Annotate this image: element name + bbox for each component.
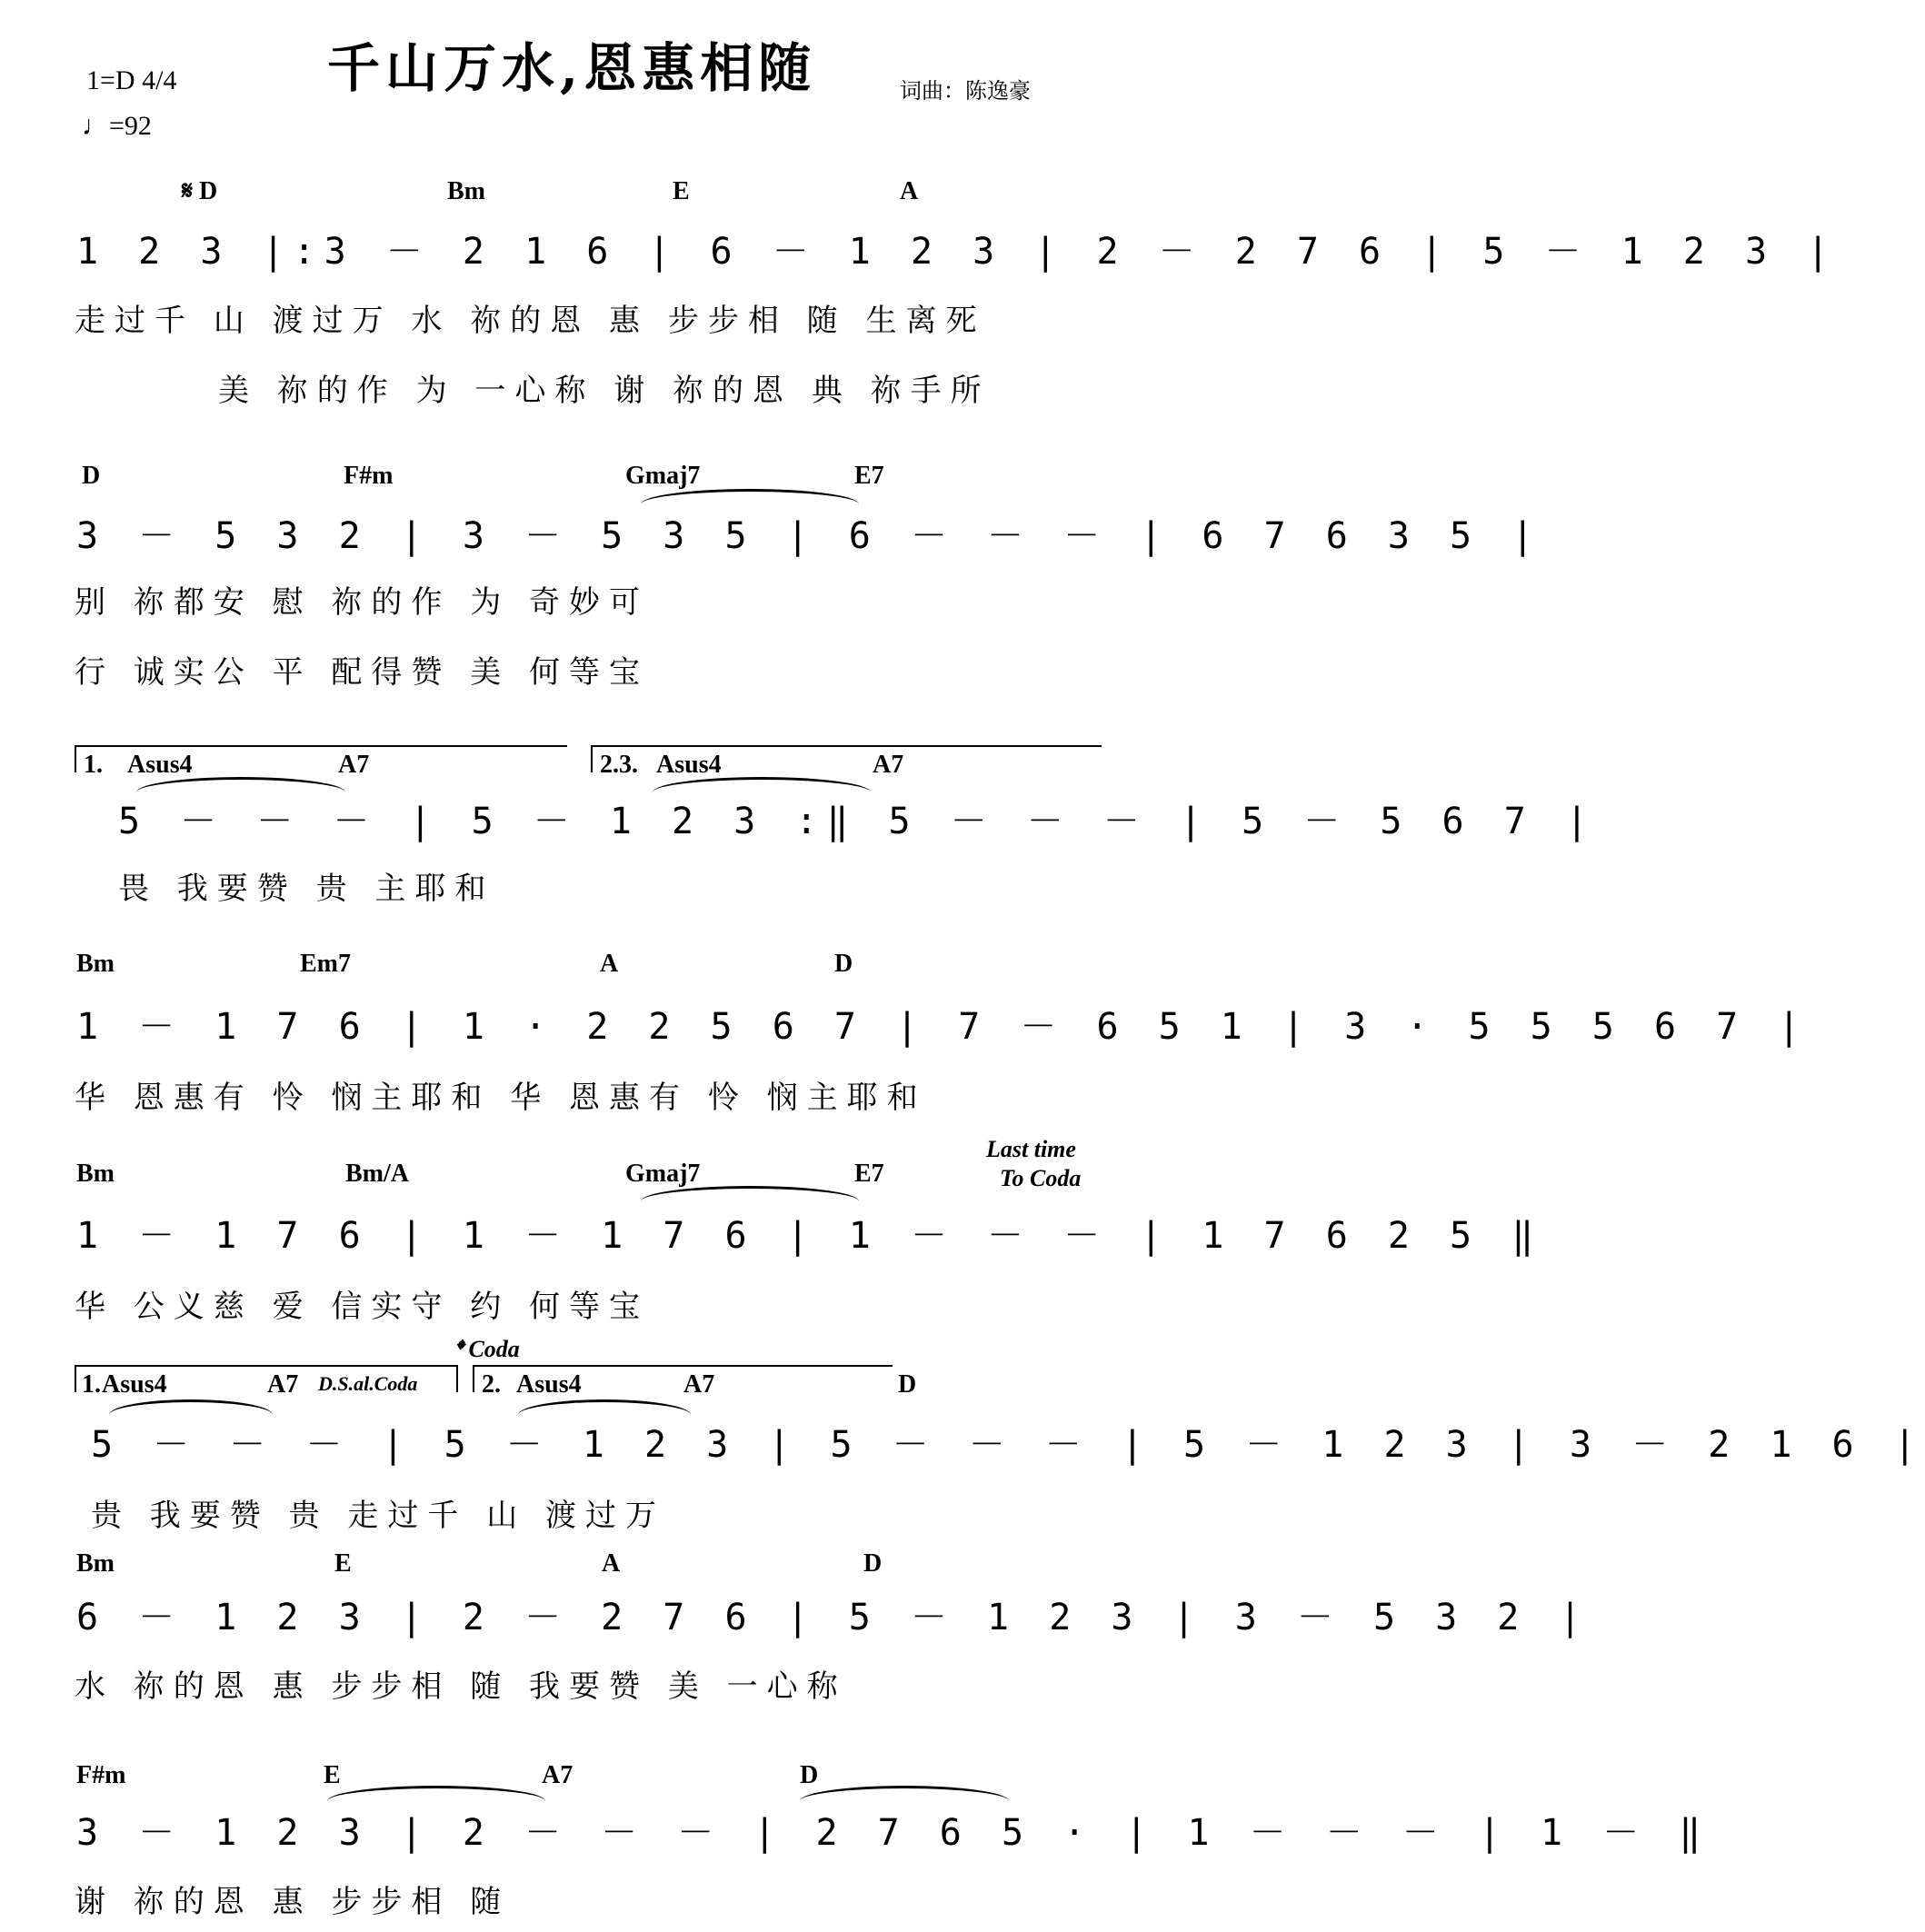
- chord-label: A7: [873, 751, 904, 779]
- chord-label: F#m: [76, 1761, 126, 1789]
- last-time-mark: Last time: [986, 1136, 1076, 1162]
- notation-line: 5 － － － | 5 － 1 2 3 | 5 － － － | 5 － 1 2 3 | 3 － 2 1 6 |: [91, 1424, 1925, 1466]
- ending-number: 2.: [482, 1370, 501, 1399]
- notation-line: 1 － 1 7 6 | 1 · 2 2 5 6 7 | 7 － 6 5 1 | 3 · 5 5 5 6 7 |: [76, 1006, 1810, 1048]
- key-signature: 1=D 4/4: [86, 65, 177, 95]
- chord-label: A: [900, 177, 919, 205]
- chord-label: Bm: [76, 1549, 115, 1578]
- song-title: 千山万水,恩惠相随: [327, 37, 817, 99]
- tie-slur: [327, 1786, 545, 1801]
- chord-label: D: [800, 1761, 819, 1789]
- chord-label: D: [834, 950, 853, 978]
- notation-line: 1 2 3 |:3 － 2 1 6 | 6 － 1 2 3 | 2 － 2 7 6 | 5 － 1 2 3 |: [76, 231, 1839, 273]
- tie-slur: [641, 489, 859, 504]
- chord-label: Bm: [76, 1160, 115, 1188]
- lyric-line-1: 畏 我要赞 贵 主耶和: [118, 871, 495, 907]
- chord-label: E7: [854, 462, 884, 490]
- lyric-line-1: 华 公义慈 爱 信实守 约 何等宝: [75, 1289, 650, 1325]
- tempo-marking: ♩=92: [82, 111, 152, 141]
- lyric-line-1: 水 祢的恩 惠 步步相 随 我要赞 美 一心称: [75, 1668, 847, 1705]
- chord-label: A: [600, 950, 619, 978]
- chord-label: Bm: [76, 950, 115, 978]
- chord-label: A7: [267, 1370, 299, 1399]
- tie-slur: [518, 1399, 691, 1415]
- chord-label: Em7: [300, 950, 351, 978]
- chord-label: Bm/A: [345, 1160, 409, 1188]
- lyric-line-1: 贵 我要赞 贵 走过千 山 渡过万: [91, 1498, 666, 1534]
- notation-line: 5 － － － | 5 － 1 2 3 :‖ 5 － － － | 5 － 5 6 7 |: [118, 801, 1597, 842]
- chord-label: A7: [683, 1370, 715, 1399]
- tie-slur: [800, 1786, 1009, 1801]
- chord-label: Asus4: [516, 1370, 582, 1399]
- lyric-line-1: 华 恩惠有 怜 悯主耶和 华 恩惠有 怜 悯主耶和: [75, 1080, 927, 1116]
- chord-label: E7: [854, 1160, 884, 1188]
- lyric-line-2: 行 诚实公 平 配得赞 美 何等宝: [75, 654, 650, 691]
- chord-label: D: [898, 1370, 917, 1399]
- lyric-line-1: 别 祢都安 慰 祢的作 为 奇妙可: [75, 584, 650, 621]
- lyric-line-2: 美 祢的作 为 一心称 谢 祢的恩 典 祢手所: [218, 373, 991, 409]
- chord-label: Asus4: [656, 751, 722, 779]
- notation-line: 1 － 1 7 6 | 1 － 1 7 6 | 1 － － － | 1 7 6 2 5 ‖: [76, 1215, 1543, 1257]
- lyric-line-1: 走过千 山 渡过万 水 祢的恩 惠 步步相 随 生离死: [75, 303, 986, 339]
- notation-line: 3 － 1 2 3 | 2 － － － | 2 7 6 5 · | 1 － － － | 1 － ‖: [76, 1812, 1711, 1854]
- notation-line: 6 － 1 2 3 | 2 － 2 7 6 | 5 － 1 2 3 | 3 － 5 3 2 |: [76, 1597, 1591, 1638]
- chord-label: E: [673, 177, 690, 205]
- lyric-line-1: 谢 祢的恩 惠 步步相 随: [75, 1884, 511, 1920]
- chord-label: D: [863, 1549, 883, 1578]
- ending-number: 2.3.: [600, 751, 638, 779]
- ending-number: 1.: [82, 1370, 101, 1399]
- chord-label: 𝄋 D: [182, 177, 218, 205]
- chord-label: A7: [338, 751, 370, 779]
- chord-label: D: [82, 462, 101, 490]
- author-credit: 词曲：陈逸豪: [900, 78, 1031, 104]
- ds-al-coda-mark: D.S.al.Coda: [318, 1372, 418, 1395]
- to-coda-mark: To Coda: [1000, 1165, 1082, 1191]
- chord-label: E: [324, 1761, 341, 1789]
- coda-mark: 𝄌 Coda: [454, 1336, 520, 1362]
- chord-label: F#m: [344, 462, 394, 490]
- chord-label: E: [334, 1549, 352, 1578]
- chord-label: Asus4: [127, 751, 193, 779]
- chord-label: A7: [542, 1761, 574, 1789]
- ending-number: 1.: [84, 751, 103, 779]
- notation-line: 3 － 5 3 2 | 3 － 5 3 5 | 6 － － － | 6 7 6 3 5 |: [76, 515, 1543, 557]
- chord-label: Gmaj7: [625, 462, 701, 490]
- chord-label: Gmaj7: [625, 1160, 701, 1188]
- chord-label: A: [602, 1549, 621, 1578]
- tie-slur: [109, 1399, 273, 1415]
- chord-label: Asus4: [102, 1370, 167, 1399]
- chord-label: Bm: [447, 177, 485, 205]
